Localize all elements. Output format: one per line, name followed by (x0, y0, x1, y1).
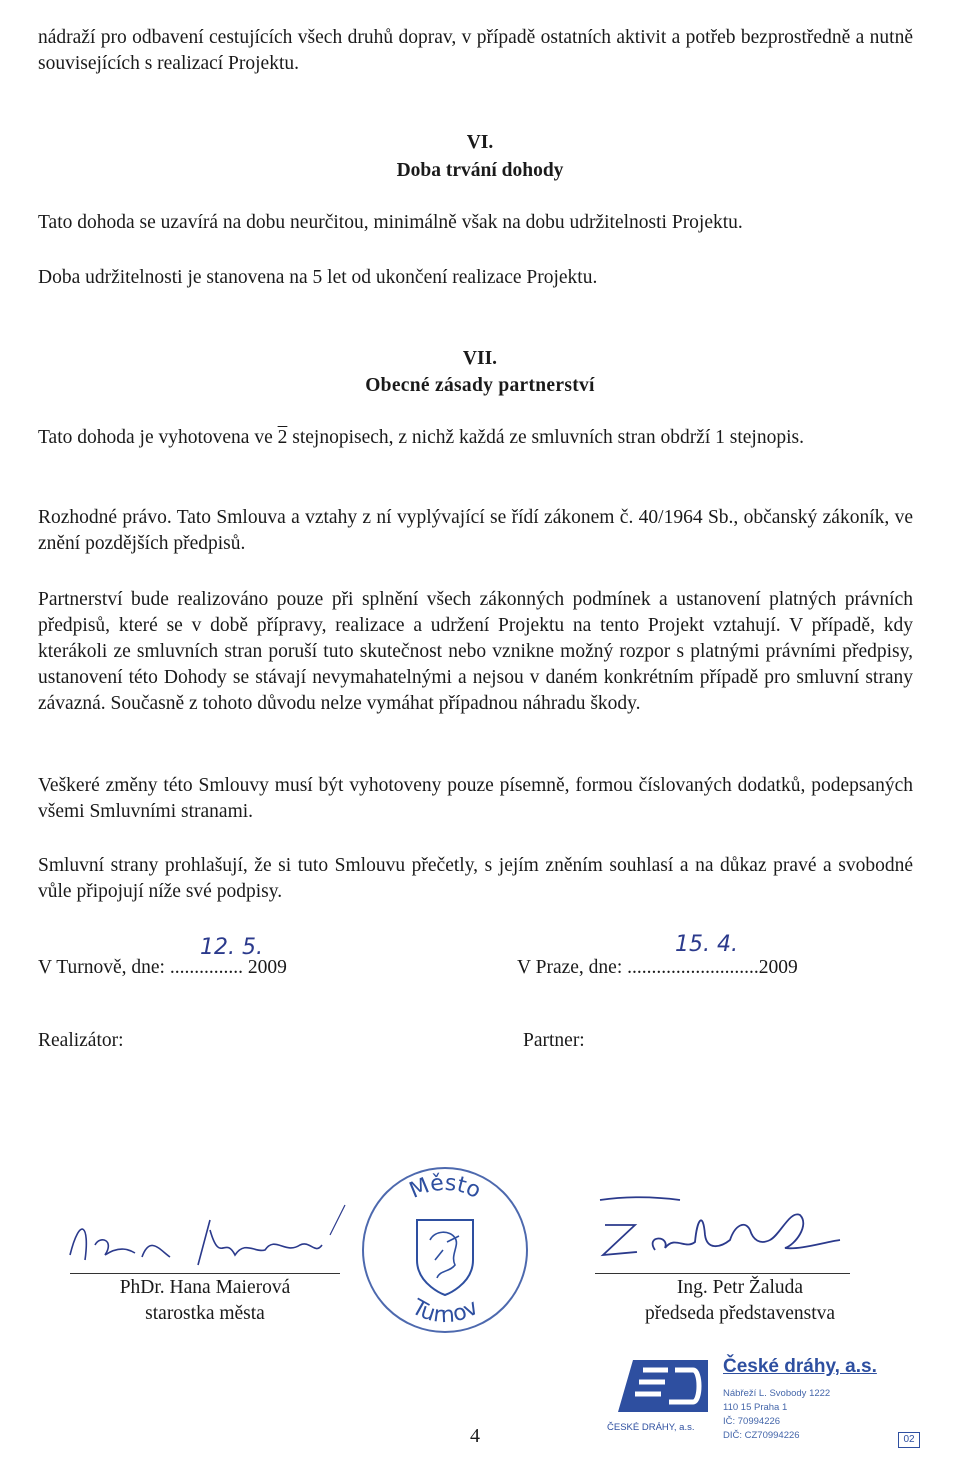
counterparts-count: 2 (277, 427, 288, 448)
paragraph-term: Tato dohoda se uzavírá na dobu neurčitou, minimálně však na dobu udržitelnosti Projektu. (38, 212, 743, 233)
cd-logo-label: ČESKÉ DRÁHY, a.s. (607, 1422, 695, 1433)
section-title-principles: Obecné zásady partnerství (365, 375, 595, 396)
date-praha-dots: ........................... (627, 957, 759, 978)
signatory-right (600, 1275, 880, 1327)
paragraph-amendments: Veškeré změny této Smlouvy musí být vyhotoveny pouze písemně, formou číslovaných dodatků, podepsaných všemi Smluvními stranami. (38, 775, 913, 822)
company-ic: IČ: 70994226 (723, 1416, 781, 1427)
paragraph-governing-law: Rozhodné právo. Tato Smlouva a vztahy z ní vyplývající se řídí zákonem č. 40/1964 Sb., občanský zákoník, ve znění pozdějších předpisů. (38, 507, 913, 554)
company-stamp (605, 1352, 935, 1452)
city-stamp (355, 1160, 535, 1340)
company-street: Nábřeží L. Svobody 1222 (723, 1388, 831, 1399)
paragraph-sustainability: Doba udržitelnosti je stanovena na 5 let od ukončení realizace Projektu. (38, 267, 598, 288)
stamp-code: 02 (898, 1432, 920, 1448)
label-realizator: Realizátor: (38, 1030, 124, 1051)
signature-line-right (595, 1273, 850, 1274)
cd-logo-icon (613, 1352, 713, 1420)
counterparts-text-b: stejnopisech, z nichž každá ze smluvních stran obdrží (287, 427, 716, 448)
company-name: České dráhy, a.s. (723, 1356, 877, 1377)
date-turnov-suffix: 2009 (242, 957, 287, 978)
signature-line-left (70, 1273, 340, 1274)
date-praha-handwritten: 15. 4. (675, 932, 738, 957)
signatory-right-name: Ing. Petr Žaluda (676, 1277, 804, 1298)
date-praha-prefix: V Praze, dne: (517, 957, 628, 978)
date-line-praha (517, 955, 798, 981)
city-stamp-bottom-text: Turnov (407, 1295, 483, 1329)
counterparts-each: 1 (715, 427, 725, 448)
company-dic: DIČ: CZ70994226 (723, 1430, 800, 1441)
section-title-duration: Doba trvání dohody (396, 160, 564, 181)
svg-text:Turnov (407, 1295, 483, 1329)
date-praha-suffix: 2009 (758, 957, 798, 978)
counterparts-text-a: Tato dohoda je vyhotovena ve (38, 427, 278, 448)
paragraph-counterparts (38, 425, 913, 451)
paragraph-partnership: Partnerství bude realizováno pouze při splnění všech zákonných podmínek a ustanovení platných právních předpisů, které se v době přípravy, realizace a udržení Projektu na tento Projekt vztahují. V případě, kdy kterákoli ze smluvních stran poruší tuto skutečnost nebo vznikne možný rozpor s platnými právními předpisy, ustanovení této Dohody se stávají nevymahatelnými a nejsou v daném konkrétním případě pro smluvní strany závazná. Současně z tohoto důvodu nelze vymáhat případnou náhradu škody. (38, 589, 913, 714)
date-turnov-handwritten: 12. 5. (200, 935, 263, 960)
signatory-left-name: PhDr. Hana Maierová (119, 1277, 291, 1298)
signature-zaluda (585, 1180, 845, 1270)
date-turnov-prefix: V Turnově, dne: (38, 957, 170, 978)
signature-maierova (60, 1195, 360, 1285)
date-turnov-dots: ............... (169, 957, 243, 978)
company-city: 110 15 Praha 1 (723, 1402, 788, 1413)
paragraph-declaration: Smluvní strany prohlašují, že si tuto Smlouvu přečetly, s jejím zněním souhlasí a na důkaz pravé a svobodné vůle připojují níže své podpisy. (38, 855, 913, 902)
section-number-vi: VI. (466, 132, 494, 153)
city-stamp-top-text: Město (405, 1170, 485, 1204)
label-partner: Partner: (523, 1030, 585, 1051)
signatory-right-role: předseda představenstva (644, 1303, 836, 1324)
signatory-left (70, 1275, 340, 1327)
signatory-left-role: starostka města (145, 1303, 265, 1324)
page-number: 4 (470, 1425, 480, 1447)
counterparts-text-c: stejnopis. (724, 427, 804, 448)
svg-text:Město (406, 1171, 485, 1204)
paragraph-continuation: nádraží pro odbavení cestujících všech druhů doprav, v případě ostatních aktivit a potřeb bezprostředně a nutně souvisejících s realizací Projektu. (38, 27, 913, 74)
section-number-vii: VII. (462, 348, 498, 369)
